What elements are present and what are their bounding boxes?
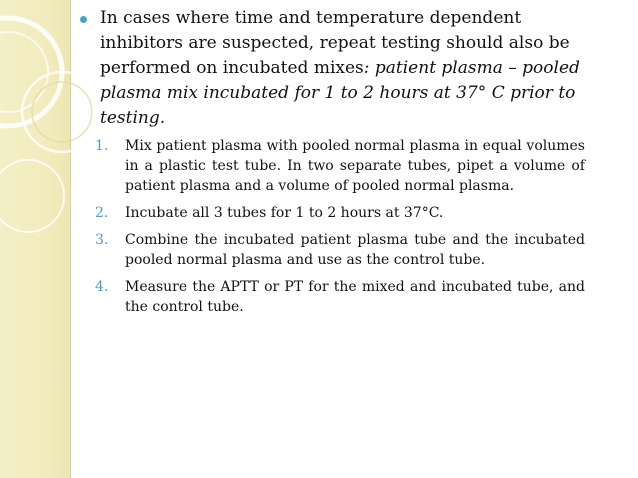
procedure-steps bbox=[95, 136, 585, 317]
side-panel bbox=[0, 0, 70, 478]
step-number: 4. bbox=[95, 279, 109, 295]
step-number: 3. bbox=[95, 232, 109, 248]
main-bullet-italic: : patient plasma – pooled plasma mix incubated for 1 to 2 hours at 37° C prior to testing. bbox=[100, 58, 580, 128]
side-divider bbox=[70, 0, 71, 478]
step-item bbox=[95, 203, 585, 223]
main-bullet-plain: In cases where time and temperature dependent inhibitors are suspected, repeat testing should also be performed on incubated mixes bbox=[100, 8, 570, 78]
main-bullet bbox=[80, 6, 600, 131]
step-text: Combine the incubated patient plasma tube and the incubated pooled normal plasma and use as the control tube. bbox=[125, 232, 585, 268]
content-area bbox=[80, 6, 600, 324]
step-number: 2. bbox=[95, 205, 109, 221]
bullet-dot-icon bbox=[80, 16, 87, 23]
step-item bbox=[95, 277, 585, 317]
main-bullet-text bbox=[100, 6, 600, 131]
step-item bbox=[95, 230, 585, 270]
step-number: 1. bbox=[95, 138, 109, 154]
step-text: Measure the APTT or PT for the mixed and incubated tube, and the control tube. bbox=[125, 279, 585, 315]
step-text: Mix patient plasma with pooled normal plasma in equal volumes in a plastic test tube. In two separate tubes, pipet a volume of patient plasma and a volume of pooled normal plasma. bbox=[125, 138, 585, 194]
step-item bbox=[95, 136, 585, 196]
step-text: Incubate all 3 tubes for 1 to 2 hours at 37°C. bbox=[125, 205, 444, 221]
